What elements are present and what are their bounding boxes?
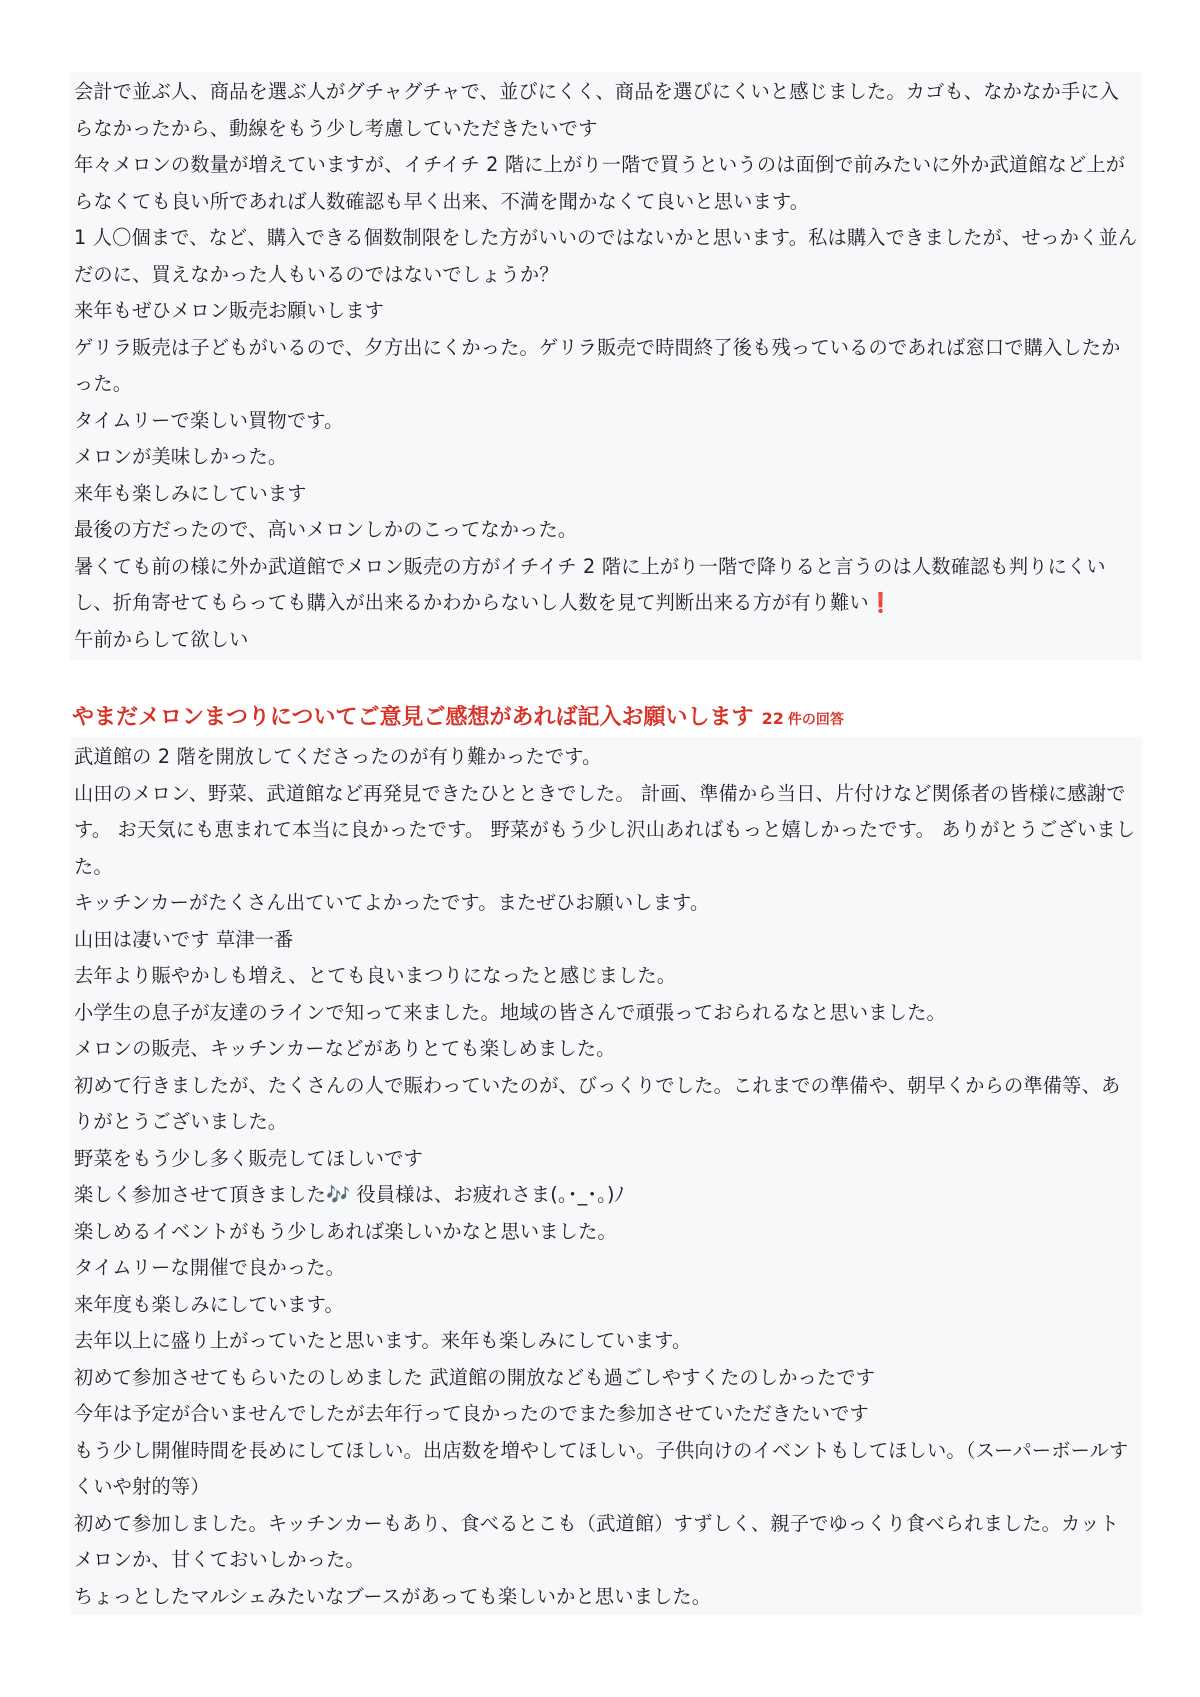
response-text: 去年より賑やかしも増え、とても良いまつりになったと感じました。 xyxy=(74,964,677,987)
response-text: タイムリーで楽しい買物です。 xyxy=(74,408,344,432)
question-heading xyxy=(72,700,844,731)
response-text: キッチンカーがたくさん出ていてよかったです。またぜひお願いします。 xyxy=(74,891,710,914)
response-text: 楽しめるイベントがもう少しあれば楽しいかなと思いました。 xyxy=(74,1219,617,1243)
response-text: 山田のメロン、野菜、武道館など再発見できたひとときでした。 計画、準備から当日、片付けなど関係者の皆様に感謝です。 お天気にも恵まれて本当に良かったです。 野菜がもう少し沢山あればもっと嬉しかったです。 ありがとうございました。 xyxy=(74,781,1136,878)
response-text: 来年度も楽しみにしています。 xyxy=(74,1292,344,1316)
question-title: やまだメロンまつりについてご意見ご感想があれば記入お願いします xyxy=(72,705,754,730)
response-count: 22 xyxy=(761,709,784,728)
response-text: 年々メロンの数量が増えていますが、イチイチ 2 階に上がり一階で買うというのは面倒で前みたいに外か武道館など上がらなくても良い所であれば人数確認も早く出来、不満を聞かなくて良いと思います。 xyxy=(74,153,1126,213)
response-text: 来年もぜひメロン販売お願いします xyxy=(74,299,385,322)
response-text: 午前からして欲しい xyxy=(74,627,249,651)
response-text: 暑くても前の様に外か武道館でメロン販売の方がイチイチ 2 階に上がり一階で降りると言うのは人数確認も判りにくいし、折角寄せてもらっても購入が出来るかわからないし人数を見て判断出来る方が有り難い❗ xyxy=(74,554,1106,614)
response-text: ゲリラ販売は子どもがいるので、夕方出にくかった。ゲリラ販売で時間終了後も残っているのであれば窓口で購入したかった。 xyxy=(74,335,1121,395)
response-text: ちょっとしたマルシェみたいなブースがあっても楽しいかと思いました。 xyxy=(74,1584,712,1608)
response-text: メロンの販売、キッチンカーなどがありとても楽しめました。 xyxy=(74,1037,616,1060)
response-text: タイムリーな開催で良かった。 xyxy=(74,1256,346,1279)
responses-panel-previous xyxy=(70,72,1142,660)
response-count-label: 件の回答 xyxy=(787,712,844,728)
response-text: メロンが美味しかった。 xyxy=(74,445,288,468)
response-text: 初めて行きましたが、たくさんの人で賑わっていたのが、びっくりでした。これまでの準備や、朝早くからの準備等、ありがとうございました。 xyxy=(74,1073,1121,1133)
response-text: 去年以上に盛り上がっていたと思います。来年も楽しみにしています。 xyxy=(74,1329,692,1352)
response-text: 初めて参加させてもらいたのしめました 武道館の開放なども過ごしやすくたのしかったです xyxy=(74,1365,876,1389)
response-text: もう少し開催時間を長めにしてほしい。出店数を増やしてほしい。子供向けのイベントもしてほしい。（スーパーボールすくいや射的等） xyxy=(74,1438,1129,1498)
response-text: 最後の方だったので、高いメロンしかのこってなかった。 xyxy=(74,518,578,541)
response-text: 今年は予定が合いませんでしたが去年行って良かったのでまた参加させていただきたいです xyxy=(74,1402,869,1425)
response-text: 野菜をもう少し多く販売してほしいです xyxy=(74,1146,423,1170)
response-text: 会計で並ぶ人、商品を選ぶ人がグチャグチャで、並びにくく、商品を選びにくいと感じました。カゴも、なかなか手に入らなかったから、動線をもう少し考慮していただきたいです xyxy=(74,80,1120,140)
response-text: 1 人〇個まで、など、購入できる個数制限をした方がいいのではないかと思います。私は購入できましたが、せっかく並んだのに、買えなかった人もいるのではないでしょうか？ xyxy=(74,226,1138,286)
response-text: 小学生の息子が友達のラインで知って来ました。地域の皆さんで頑張っておられるなと思いました。 xyxy=(74,1000,946,1024)
response-text: 楽しく参加させて頂きました🎶 役員様は、お疲れさま(｡･_･｡)ﾉ xyxy=(74,1183,625,1206)
response-text: 初めて参加しました。キッチンカーもあり、食べるとこも（武道館）すずしく、親子でゆっくり食べられました。カットメロンか、甘くておいしかった。 xyxy=(74,1511,1120,1571)
response-text: 山田は凄いです 草津一番 xyxy=(74,927,294,951)
response-text: 来年も楽しみにしています xyxy=(74,481,307,505)
response-text: 武道館の 2 階を開放してくださったのが有り難かったです。 xyxy=(74,745,602,768)
responses-panel-comments xyxy=(70,737,1142,1615)
